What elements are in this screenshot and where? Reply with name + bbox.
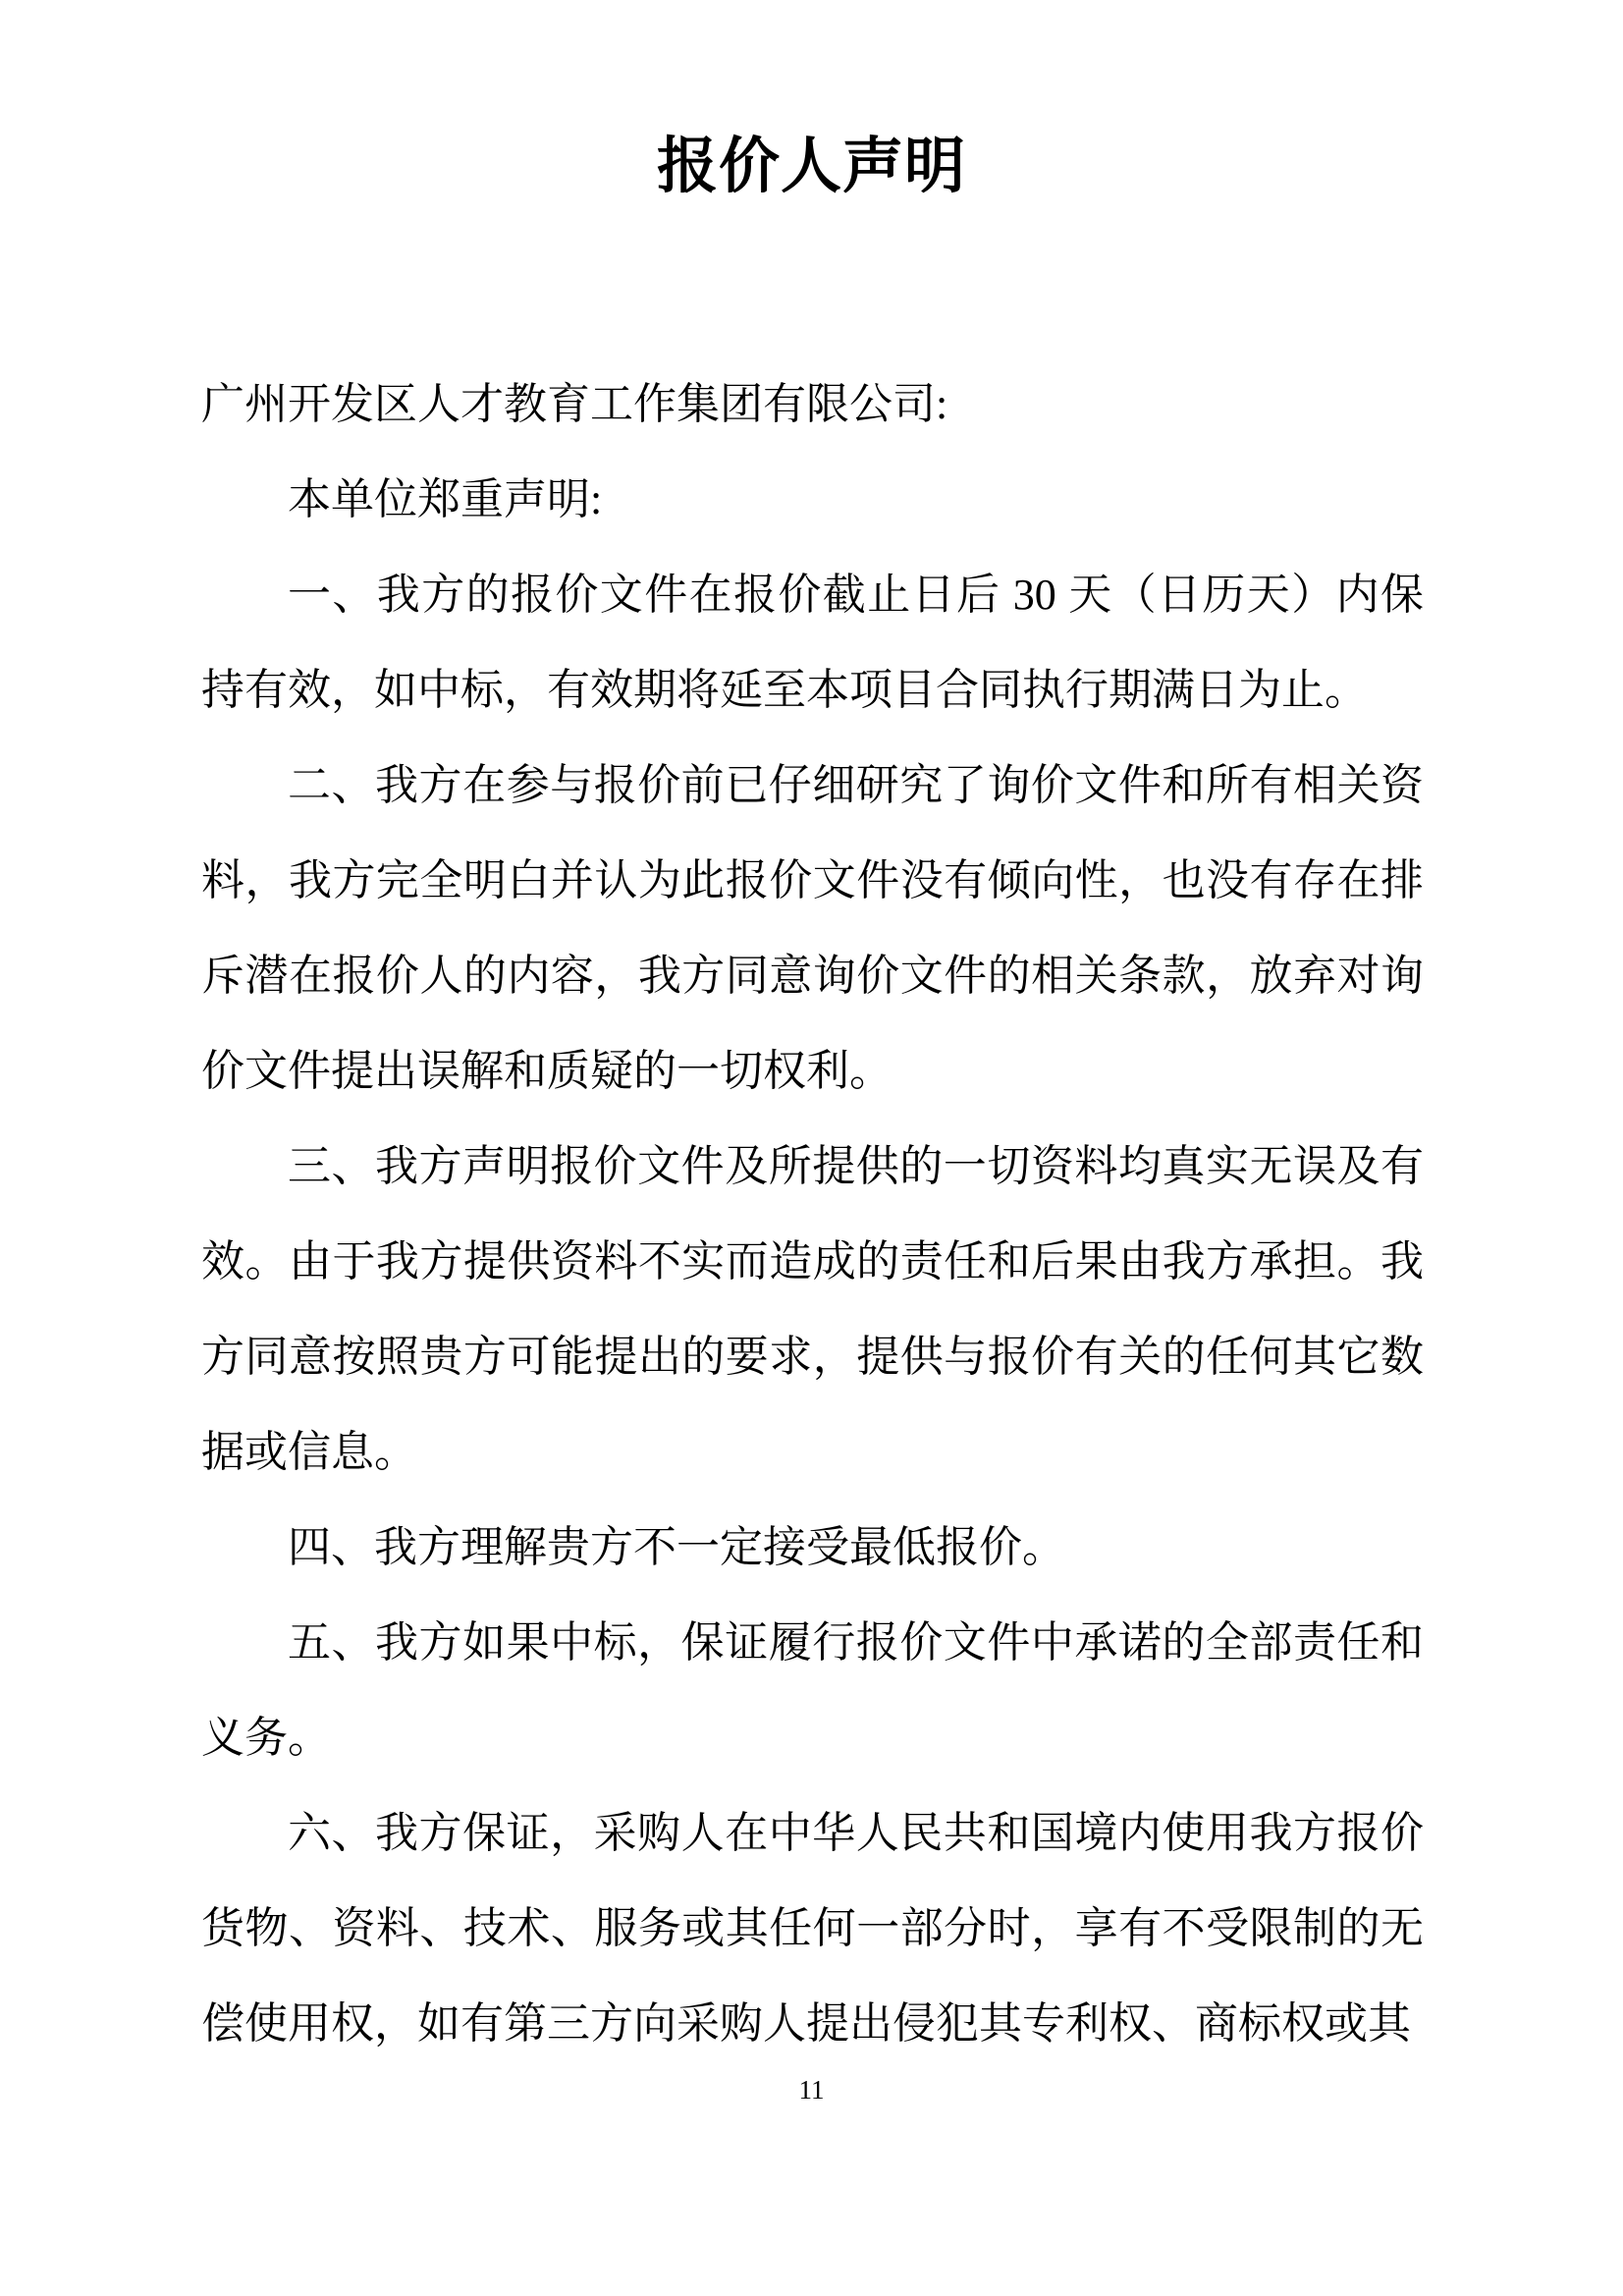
paragraph: 一、我方的报价文件在报价截止日后 30 天（日历天）内保持有效，如中标，有效期将延至本项目合同执行期满日为止。 — [201, 571, 1424, 714]
paragraph: 二、我方在参与报价前已仔细研究了询价文件和所有相关资料，我方完全明白并认为此报价文件没有倾向性，也没有存在排斥潜在报价人的内容，我方同意询价文件的相关条款，放弃对询价文件提出误解和质疑的一切权利。 — [201, 761, 1424, 1095]
paragraph: 五、我方如果中标，保证履行报价文件中承诺的全部责任和义务。 — [201, 1618, 1424, 1762]
document-body — [201, 356, 1424, 2071]
paragraph: 四、我方理解贵方不一定接受最低报价。 — [288, 1523, 1065, 1571]
paragraph: 广州开发区人才教育工作集团有限公司: — [201, 380, 948, 428]
page-title: 报价人声明 — [656, 134, 966, 200]
page-number-footer: 11 — [798, 2075, 825, 2105]
paragraph: 六、我方保证，采购人在中华人民共和国境内使用我方报价货物、资料、技术、服务或其任何一部分时，享有不受限制的无偿使用权，如有第三方向采购人提出侵犯其专利权、商标权或其 — [201, 1809, 1424, 2048]
paragraph: 本单位郑重声明: — [288, 475, 603, 523]
paragraph: 三、我方声明报价文件及所提供的一切资料均真实无误及有效。由于我方提供资料不实而造成的责任和后果由我方承担。我方同意按照贵方可能提出的要求，提供与报价有关的任何其它数据或信息。 — [201, 1142, 1424, 1476]
